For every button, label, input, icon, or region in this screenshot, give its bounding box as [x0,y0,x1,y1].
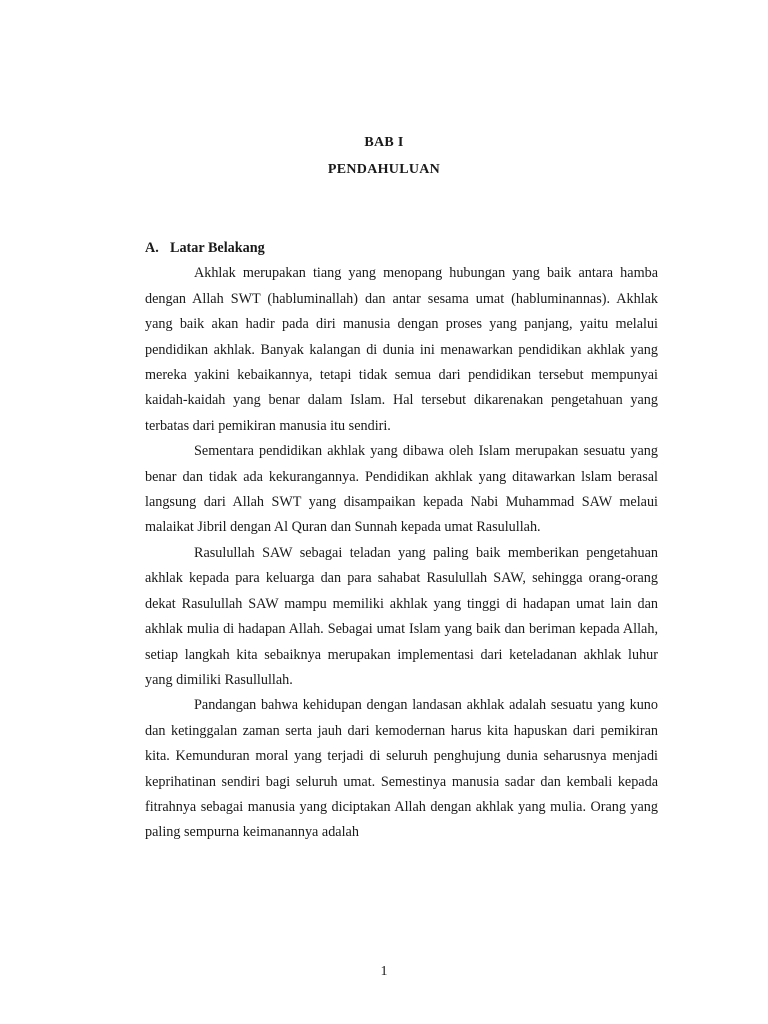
paragraph: Pandangan bahwa kehidupan dengan landasan akhlak adalah sesuatu yang kuno dan ketinggalan zaman serta jauh dari kemodernan harus kita hapuskan dari pemikiran kita. Kemunduran moral yang terjadi di seluruh penghujung dunia seharusnya menjadi keprihatinan sendiri bagi seluruh umat. Semestinya manusia sadar dan kembali kepada fitrahnya sebagai manusia yang diciptakan Allah dengan akhlak yang mulia. Orang yang paling sempurna keimanannya adalah [145,697,658,841]
paragraph: Akhlak merupakan tiang yang menopang hubungan yang baik antara hamba dengan Allah SWT (habluminallah) dan antar sesama umat (habluminannas). Akhlak yang baik akan hadir pada diri manusia dengan proses yang panjang, yaitu melalui pendidikan akhlak. Banyak kalangan di dunia ini menawarkan pendidikan akhlak yang mereka yakini kebaikannya, tetapi tidak semua dari pendidikan tersebut mempunyai kaidah-kaidah yang benar dalam Islam. Hal tersebut dikarenakan pengetahuan yang terbatas dari pemikiran manusia itu sendiri. [145,265,658,434]
page-number: 1 [380,964,388,979]
paragraph: Rasulullah SAW sebagai teladan yang paling baik memberikan pengetahuan akhlak kepada para keluarga dan para sahabat Rasulullah SAW, sehingga orang-orang dekat Rasulullah SAW mampu memiliki akhlak yang tinggi di hadapan umat lain dan akhlak mulia di hadapan Allah. Sebagai umat Islam yang baik dan beriman kepada Allah, setiap langkah kita sebaiknya merupakan implementasi dari keteladanan akhlak luhur yang dimiliki Rasullullah. [145,544,658,688]
chapter-body [145,236,658,846]
section-number: A. [145,240,159,256]
section-heading [145,236,658,261]
section-title: Latar Belakang [170,240,265,256]
chapter-title: PENDAHULUAN [327,162,441,177]
chapter-number: BAB I [364,135,404,150]
paragraph: Sementara pendidikan akhlak yang dibawa oleh Islam merupakan sesuatu yang benar dan tidak ada kekurangannya. Pendidikan akhlak yang ditawarkan lslam berasal langsung dari Allah SWT yang disampaikan kepada Nabi Muhammad SAW melaui malaikat Jibril dengan Al Quran dan Sunnah kepada umat Rasulullah. [145,443,658,536]
